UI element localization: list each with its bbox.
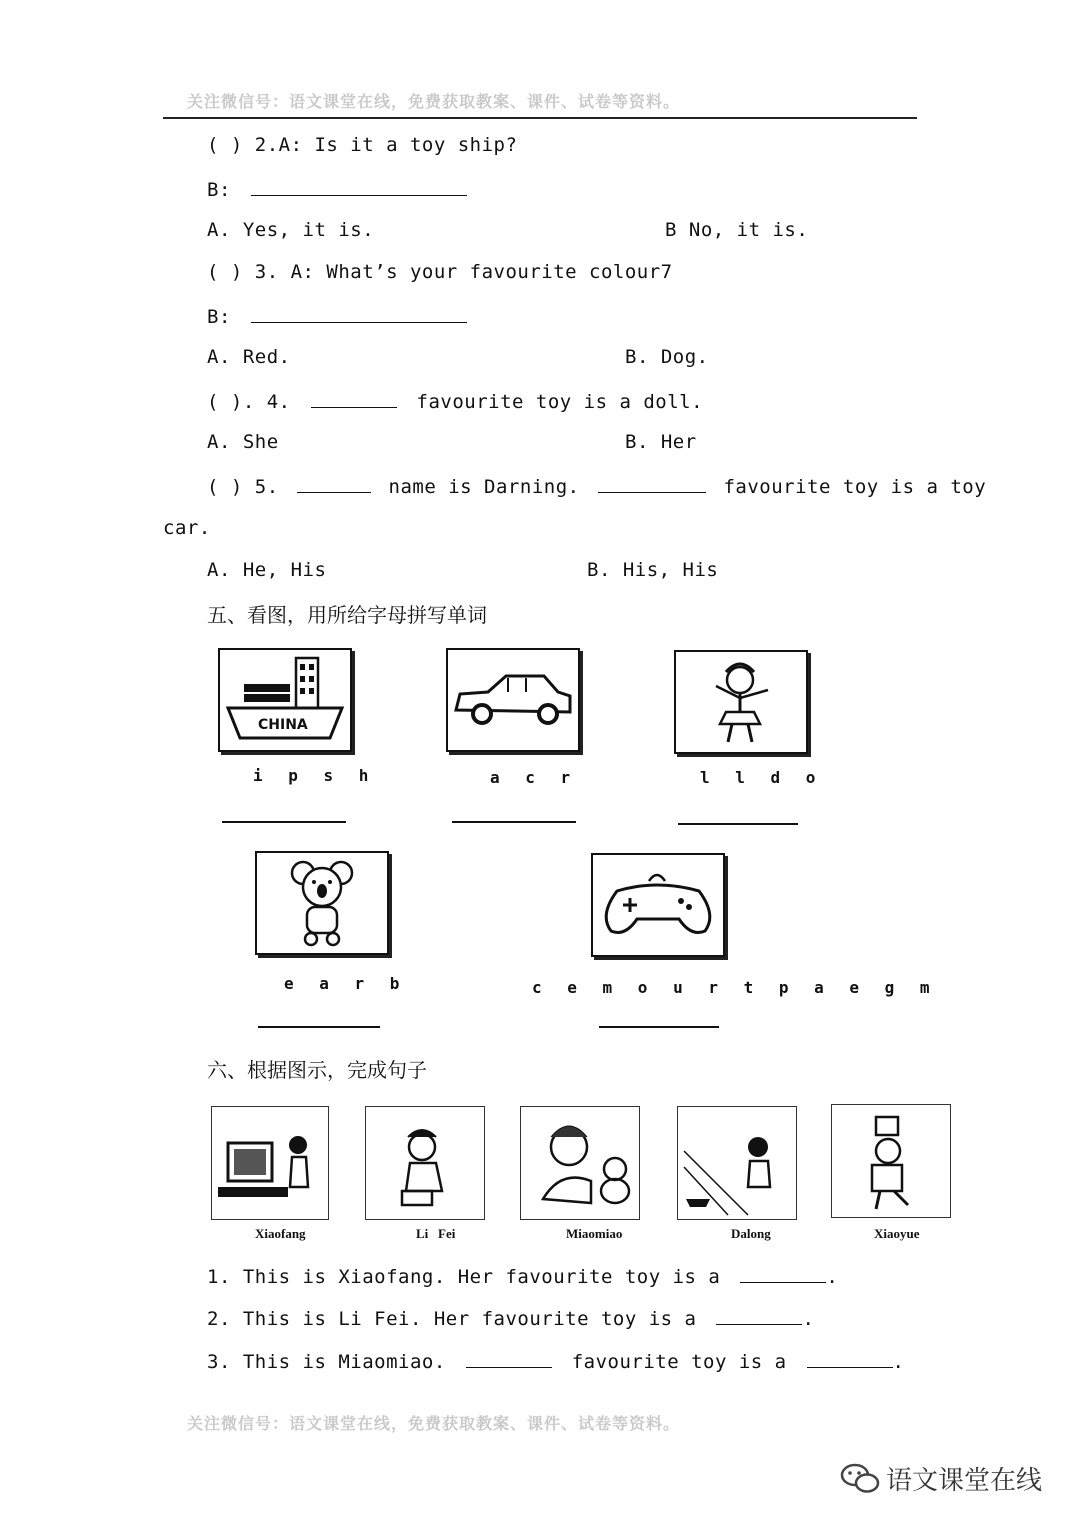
sentence-3-text: 3. This is Miaomiao. (207, 1351, 446, 1373)
girl-icon (366, 1107, 484, 1219)
sentence-3-blank-1[interactable] (466, 1349, 552, 1368)
sentence-2 (207, 1306, 814, 1330)
photo-li-fei (365, 1106, 485, 1220)
word3-letters: l l d o (700, 768, 824, 787)
sentence-1-text: 1. This is Xiaofang. Her favourite toy is a (207, 1266, 721, 1288)
q4-num: 4. (266, 391, 291, 413)
sentence-2-text: 2. This is Li Fei. Her favourite toy is a (207, 1308, 697, 1330)
word5-letters: c e m o u r t p a e g m (532, 978, 938, 997)
header-rule (163, 117, 917, 119)
sentence-3-blank-2[interactable] (807, 1349, 893, 1368)
game-controller-picture (591, 853, 725, 957)
q2-b-label: B: (207, 179, 231, 201)
photo-xiaofang (211, 1106, 329, 1220)
car-icon (448, 650, 578, 750)
word1-letters: i p s h (253, 766, 377, 785)
word5-answer-line[interactable] (599, 1026, 719, 1028)
car-picture (446, 648, 580, 752)
section5-title: 五、看图，用所给字母拼写单词 (207, 603, 487, 627)
watermark-text: 语文课堂在线 (886, 1466, 1043, 1496)
q5-stem (207, 474, 986, 498)
q5-wrap: car. (163, 517, 211, 539)
word2-answer-line[interactable] (452, 821, 576, 823)
word1-answer-line[interactable] (222, 821, 346, 823)
sentence-1-end: . (826, 1266, 839, 1288)
q4-option-b: B. Her (625, 431, 697, 453)
q5-option-b: B. His, His (587, 559, 719, 581)
caption-dalong: Dalong (731, 1226, 771, 1241)
q5-mid: name is Darning. (388, 476, 580, 498)
wechat-watermark (840, 1460, 1042, 1497)
section6-title: 六、根据图示，完成句子 (207, 1058, 427, 1082)
sentence-1-blank[interactable] (740, 1264, 826, 1283)
photo-miaomiao (520, 1106, 640, 1220)
header-banner: 关注微信号：语文课堂在线，免费获取教案、课件、试卷等资料。 (187, 92, 681, 111)
bear-picture (255, 851, 389, 955)
caption-li-fei: Li Fei (416, 1226, 456, 1241)
doll-icon (676, 652, 806, 752)
q3-option-a: A. Red. (207, 346, 291, 368)
photo-dalong (677, 1106, 797, 1220)
q4-paren: ( ). (207, 391, 255, 413)
q5-blank-1[interactable] (297, 474, 371, 493)
robot-icon (832, 1105, 950, 1217)
q5-blank-2[interactable] (598, 474, 706, 493)
ship-label: CHINA (258, 717, 308, 733)
sentence-2-end: . (802, 1308, 815, 1330)
sentence-3-mid: favourite toy is a (571, 1351, 787, 1373)
q3-b-label: B: (207, 306, 231, 328)
computer-icon (212, 1107, 328, 1219)
q2-option-b: B No, it is. (665, 219, 809, 241)
teddy-bear-icon (521, 1107, 639, 1219)
q4-option-a: A. She (207, 431, 279, 453)
wechat-icon (840, 1462, 880, 1496)
q2-option-a: A. Yes, it is. (207, 219, 375, 241)
q2-answer-blank[interactable] (251, 177, 467, 196)
footer-banner: 关注微信号：语文课堂在线，免费获取教案、课件、试卷等资料。 (187, 1414, 681, 1433)
word4-letters: e a r b (284, 974, 408, 993)
sentence-1 (207, 1264, 838, 1288)
caption-xiaoyue: Xiaoyue (874, 1226, 920, 1241)
doll-picture (674, 650, 808, 754)
caption-miaomiao: Miaomiao (566, 1226, 623, 1241)
q4-stem (207, 389, 703, 413)
q4-blank[interactable] (311, 389, 397, 408)
game-controller-icon (593, 855, 723, 955)
q3-stem: ( ) 3. A: What’s your favourite colour7 (207, 261, 673, 283)
word3-answer-line[interactable] (678, 823, 798, 825)
q5-option-a: A. He, His (207, 559, 327, 581)
q2-stem: ( ) 2.A: Is it a toy ship? (207, 134, 518, 156)
q5-paren: ( ) 5. (207, 476, 279, 498)
boat-icon (678, 1107, 796, 1219)
q5-rest: favourite toy is a toy (723, 476, 987, 498)
photo-xiaoyue (831, 1104, 951, 1218)
q3-answer-blank[interactable] (251, 304, 467, 323)
word4-answer-line[interactable] (258, 1026, 380, 1028)
sentence-3 (207, 1349, 905, 1373)
ship-icon (220, 650, 350, 750)
bear-icon (257, 853, 387, 953)
q2-answer-line (207, 177, 467, 201)
word2-letters: a c r (490, 768, 579, 787)
sentence-3-end: . (892, 1351, 905, 1373)
q3-option-b: B. Dog. (625, 346, 709, 368)
q4-rest: favourite toy is a doll. (416, 391, 704, 413)
ship-picture (218, 648, 352, 752)
caption-xiaofang: Xiaofang (255, 1226, 306, 1241)
sentence-2-blank[interactable] (716, 1306, 802, 1325)
q3-answer-line (207, 304, 467, 328)
